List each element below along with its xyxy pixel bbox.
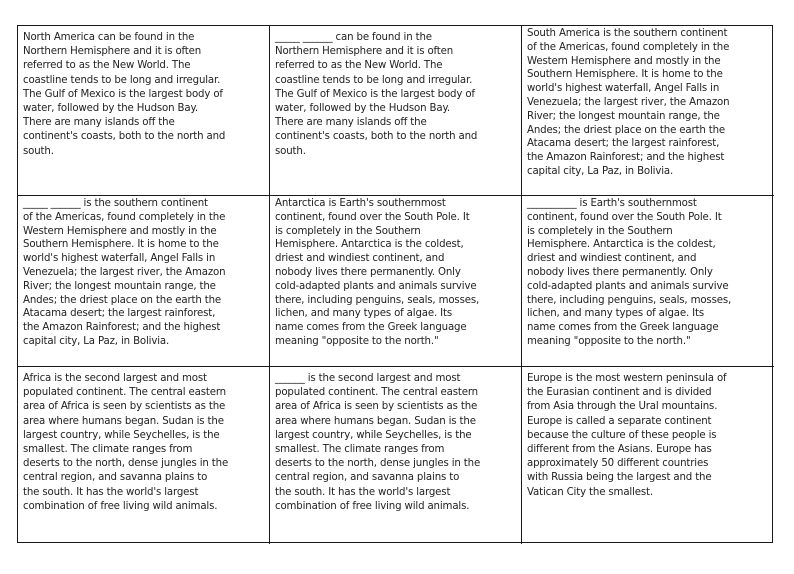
card-europe: Europe is the most western peninsula of the Eurasian continent and is divided from Asia through the Ural mountains. Europe is called a separate continent because the culture of these people is different from the Asians. Europe has approximately 50 different countries with Russia being the largest and the Vatican City the smallest. xyxy=(527,373,727,498)
card-north-america-blank: _____ ______ can be found in the Northern Hemisphere and it is often referred to as the New World. The coastline tends to be long and irregular. The Gulf of Mexico is the largest body of water, followed by the Hudson Bay. There are many islands off the continent's coasts, both to the north and south. xyxy=(270,26,522,196)
card-africa: Africa is the second largest and most populated continent. The central eastern area of Africa is seen by scientists as the area where humans began. Sudan is the largest country, while Seychelles, is the smallest. The climate ranges from deserts to the north, dense jungles in the central region, and savanna plains to the south. It has the world's largest combination of free living wild animals. xyxy=(18,367,270,544)
card-south-america-blank: _____ ______ is the southern continent of the Americas, found completely in the Western Hemisphere and mostly in the Southern Hemisphere. It is home to the world's highest waterfall, Angel Falls in Venezuela; the largest river, the Amazon River; the longest mountain range, the Andes; the driest place on the earth the Atacama desert; the largest rainforest, the Amazon Rainforest; and the highest capital city, La Paz, in Bolivia. xyxy=(18,196,270,367)
card-south-america: South America is the southern continent of the Americas, found completely in the Western Hemisphere and mostly in the Southern Hemisphere. It is home to the world's highest waterfall, Angel Falls in Venezuela; the largest river, the Amazon River; the longest mountain range, the Andes; the driest place on the earth the Atacama desert; the largest rainforest, the Amazon Rainforest; and the highest capital city, La Paz, in Bolivia. xyxy=(522,26,774,196)
card-antarctica-blank: __________ is Earth's southernmost continent, found over the South Pole. It is completely in the Southern Hemisphere. Antarctica is the coldest, driest and windiest continent, and nobody lives there permanently. Only cold-adapted plants and animals survive there, including penguins, seals, mosses, lichen, and many types of algae. Its name comes from the Greek language meaning "opposite to the north." xyxy=(522,196,774,367)
card-antarctica: Antarctica is Earth's southernmost continent, found over the South Pole. It is completely in the Southern Hemisphere. Antarctica is the coldest, driest and windiest continent, and nobody lives there permanently. Only cold-adapted plants and animals survive there, including penguins, seals, mosses, lichen, and many types of algae. Its name comes from the Greek language meaning "opposite to the north." xyxy=(270,196,522,367)
continent-worksheet-grid xyxy=(17,25,773,543)
card-north-america: North America can be found in the Northern Hemisphere and it is often referred to as the New World. The coastline tends to be long and irregular. The Gulf of Mexico is the largest body of water, followed by the Hudson Bay. There are many islands off the continent's coasts, both to the north and south. xyxy=(18,26,270,196)
card-africa-blank: ______ is the second largest and most populated continent. The central eastern area of Africa is seen by scientists as the area where humans began. Sudan is the largest country, while Seychelles, is the smallest. The climate ranges from deserts to the north, dense jungles in the central region, and savanna plains to the south. It has the world's largest combination of free living wild animals. xyxy=(270,367,522,544)
